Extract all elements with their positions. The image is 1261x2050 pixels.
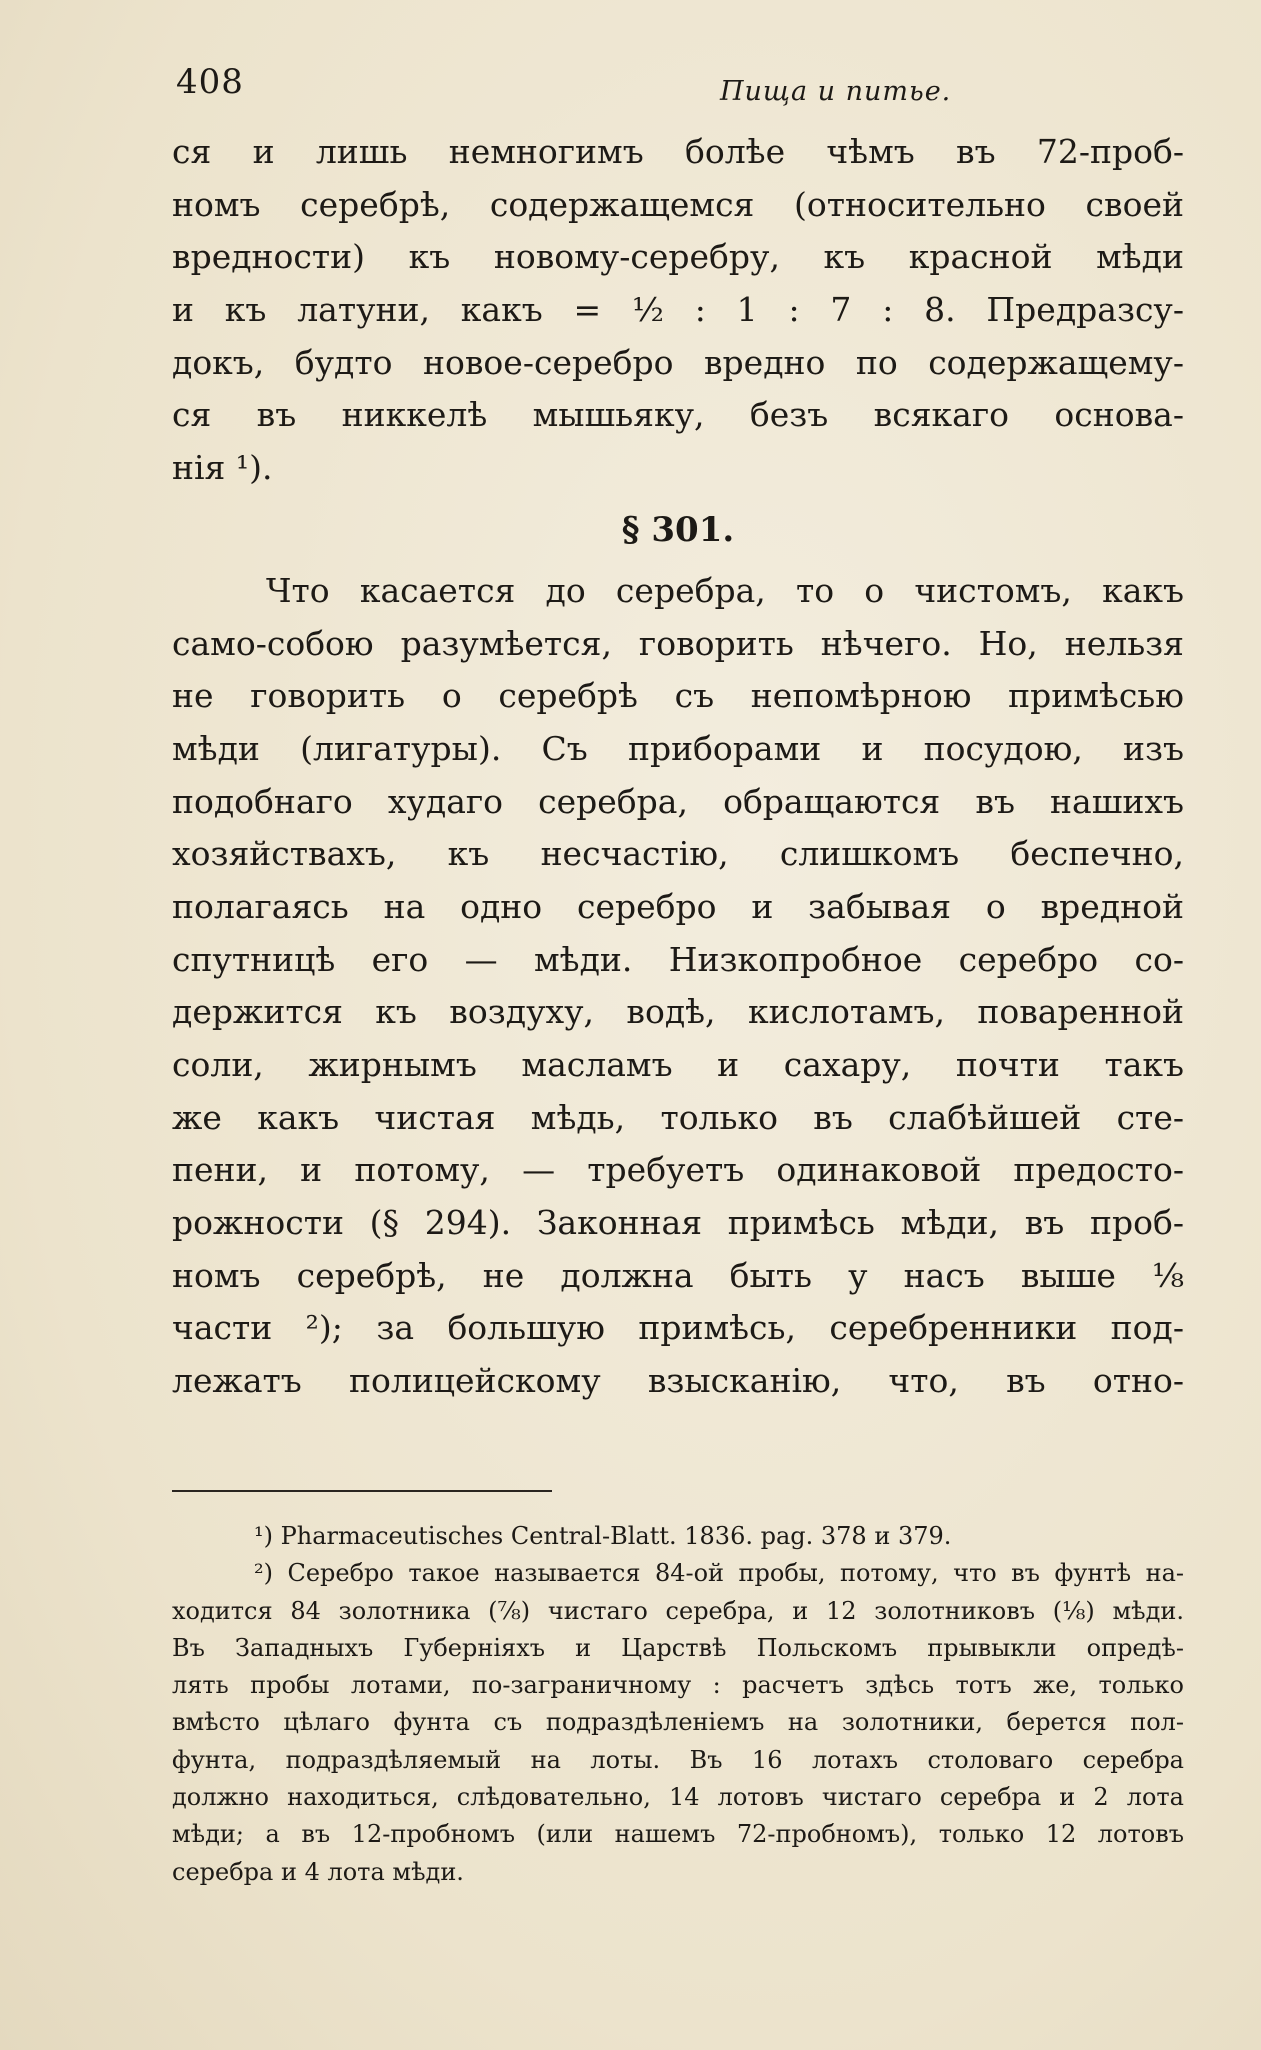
text-line: и къ латуни, какъ = ½ : 1 : 7 : 8. Предразсу- <box>172 290 1184 330</box>
text-line: не говорить о серебрѣ съ непомѣрною примѣсью <box>172 676 1184 716</box>
text-line: части ²); за большую примѣсь, серебренники под- <box>172 1308 1184 1348</box>
footnote-2-line: мѣди; а въ 12-пробномъ (или нашемъ 72-пробномъ), только 12 лотовъ <box>172 1820 1184 1849</box>
footnote-2-line: Въ Западныхъ Губерніяхъ и Царствѣ Польскомъ прывыкли опредѣ- <box>172 1633 1184 1662</box>
footnote-2-line: ²) Серебро такое называется 84-ой пробы, потому, что въ фунтѣ на- <box>254 1559 1184 1588</box>
text-line: полагаясь на одно серебро и забывая о вредной <box>172 886 1184 926</box>
footnote-divider <box>172 1490 552 1492</box>
text-line: рожности (§ 294). Законная примѣсь мѣди, въ проб- <box>172 1203 1184 1243</box>
text-line: номъ серебрѣ, не должна быть у насъ выше ⅛ <box>172 1255 1184 1295</box>
footnote-2-line: лять пробы лотами, по-заграничному : расчетъ здѣсь тотъ же, только <box>172 1671 1184 1700</box>
text-line: ся въ никкелѣ мышьяку, безъ всякаго основа- <box>172 395 1184 435</box>
text-line: держится къ воздуху, водѣ, кислотамъ, поваренной <box>172 992 1184 1032</box>
footnote-2-line: ходится 84 золотника (⅞) чистаго серебра, и 12 золотниковъ (⅛) мѣди. <box>172 1596 1184 1625</box>
footnotes <box>172 1518 1184 1891</box>
text-line: пени, и потому, — требуетъ одинаковой предосто- <box>172 1150 1184 1190</box>
text-line: соли, жирнымъ масламъ и сахару, почти такъ <box>172 1045 1184 1084</box>
text-line: подобнаго худаго серебра, обращаются въ нашихъ <box>172 781 1184 821</box>
footnote-1: ¹) Pharmaceutisches Central-Blatt. 1836. pag. 378 и 379. <box>254 1522 952 1550</box>
page-header <box>172 62 1182 112</box>
page-number: 408 <box>176 62 244 102</box>
section-title: § 301. <box>621 509 735 550</box>
text-line: ся и лишь немногимъ болѣе чѣмъ въ 72-проб- <box>172 132 1184 171</box>
running-head: Пища и питье. <box>720 76 952 107</box>
text-line: номъ серебрѣ, содержащемся (относительно своей <box>172 184 1184 224</box>
text-line: же какъ чистая мѣдь, только въ слабѣйшей сте- <box>172 1097 1184 1137</box>
footnote-2-line: фунта, подраздѣляемый на лоты. Въ 16 лотахъ столоваго серебра <box>172 1745 1184 1774</box>
text-line: докъ, будто новое-серебро вредно по содержащему- <box>172 342 1184 382</box>
main-text <box>172 126 1184 1408</box>
footnote-2-line: серебра и 4 лота мѣди. <box>172 1857 464 1886</box>
footnote-2-line: вмѣсто цѣлаго фунта съ подраздѣленіемъ на золотники, берется пол- <box>172 1708 1184 1737</box>
text-line: само-собою разумѣется, говорить нѣчего. Но, нельзя <box>172 623 1184 663</box>
text-line: спутницѣ его — мѣди. Низкопробное серебро со- <box>172 939 1184 979</box>
footnote-2-line: должно находиться, слѣдовательно, 14 лотовъ чистаго серебра и 2 лота <box>172 1783 1184 1812</box>
text-line: лежатъ полицейскому взысканію, что, въ отно- <box>172 1361 1184 1401</box>
text-line: Что касается до серебра, то о чистомъ, какъ <box>266 570 1184 610</box>
text-line: мѣди (лигатуры). Съ приборами и посудою, изъ <box>172 728 1184 768</box>
text-line: вредности) къ новому-серебру, къ красной мѣди <box>172 237 1184 277</box>
text-line: нія ¹). <box>172 448 273 488</box>
text-line: хозяйствахъ, къ несчастію, слишкомъ беспечно, <box>172 834 1184 874</box>
